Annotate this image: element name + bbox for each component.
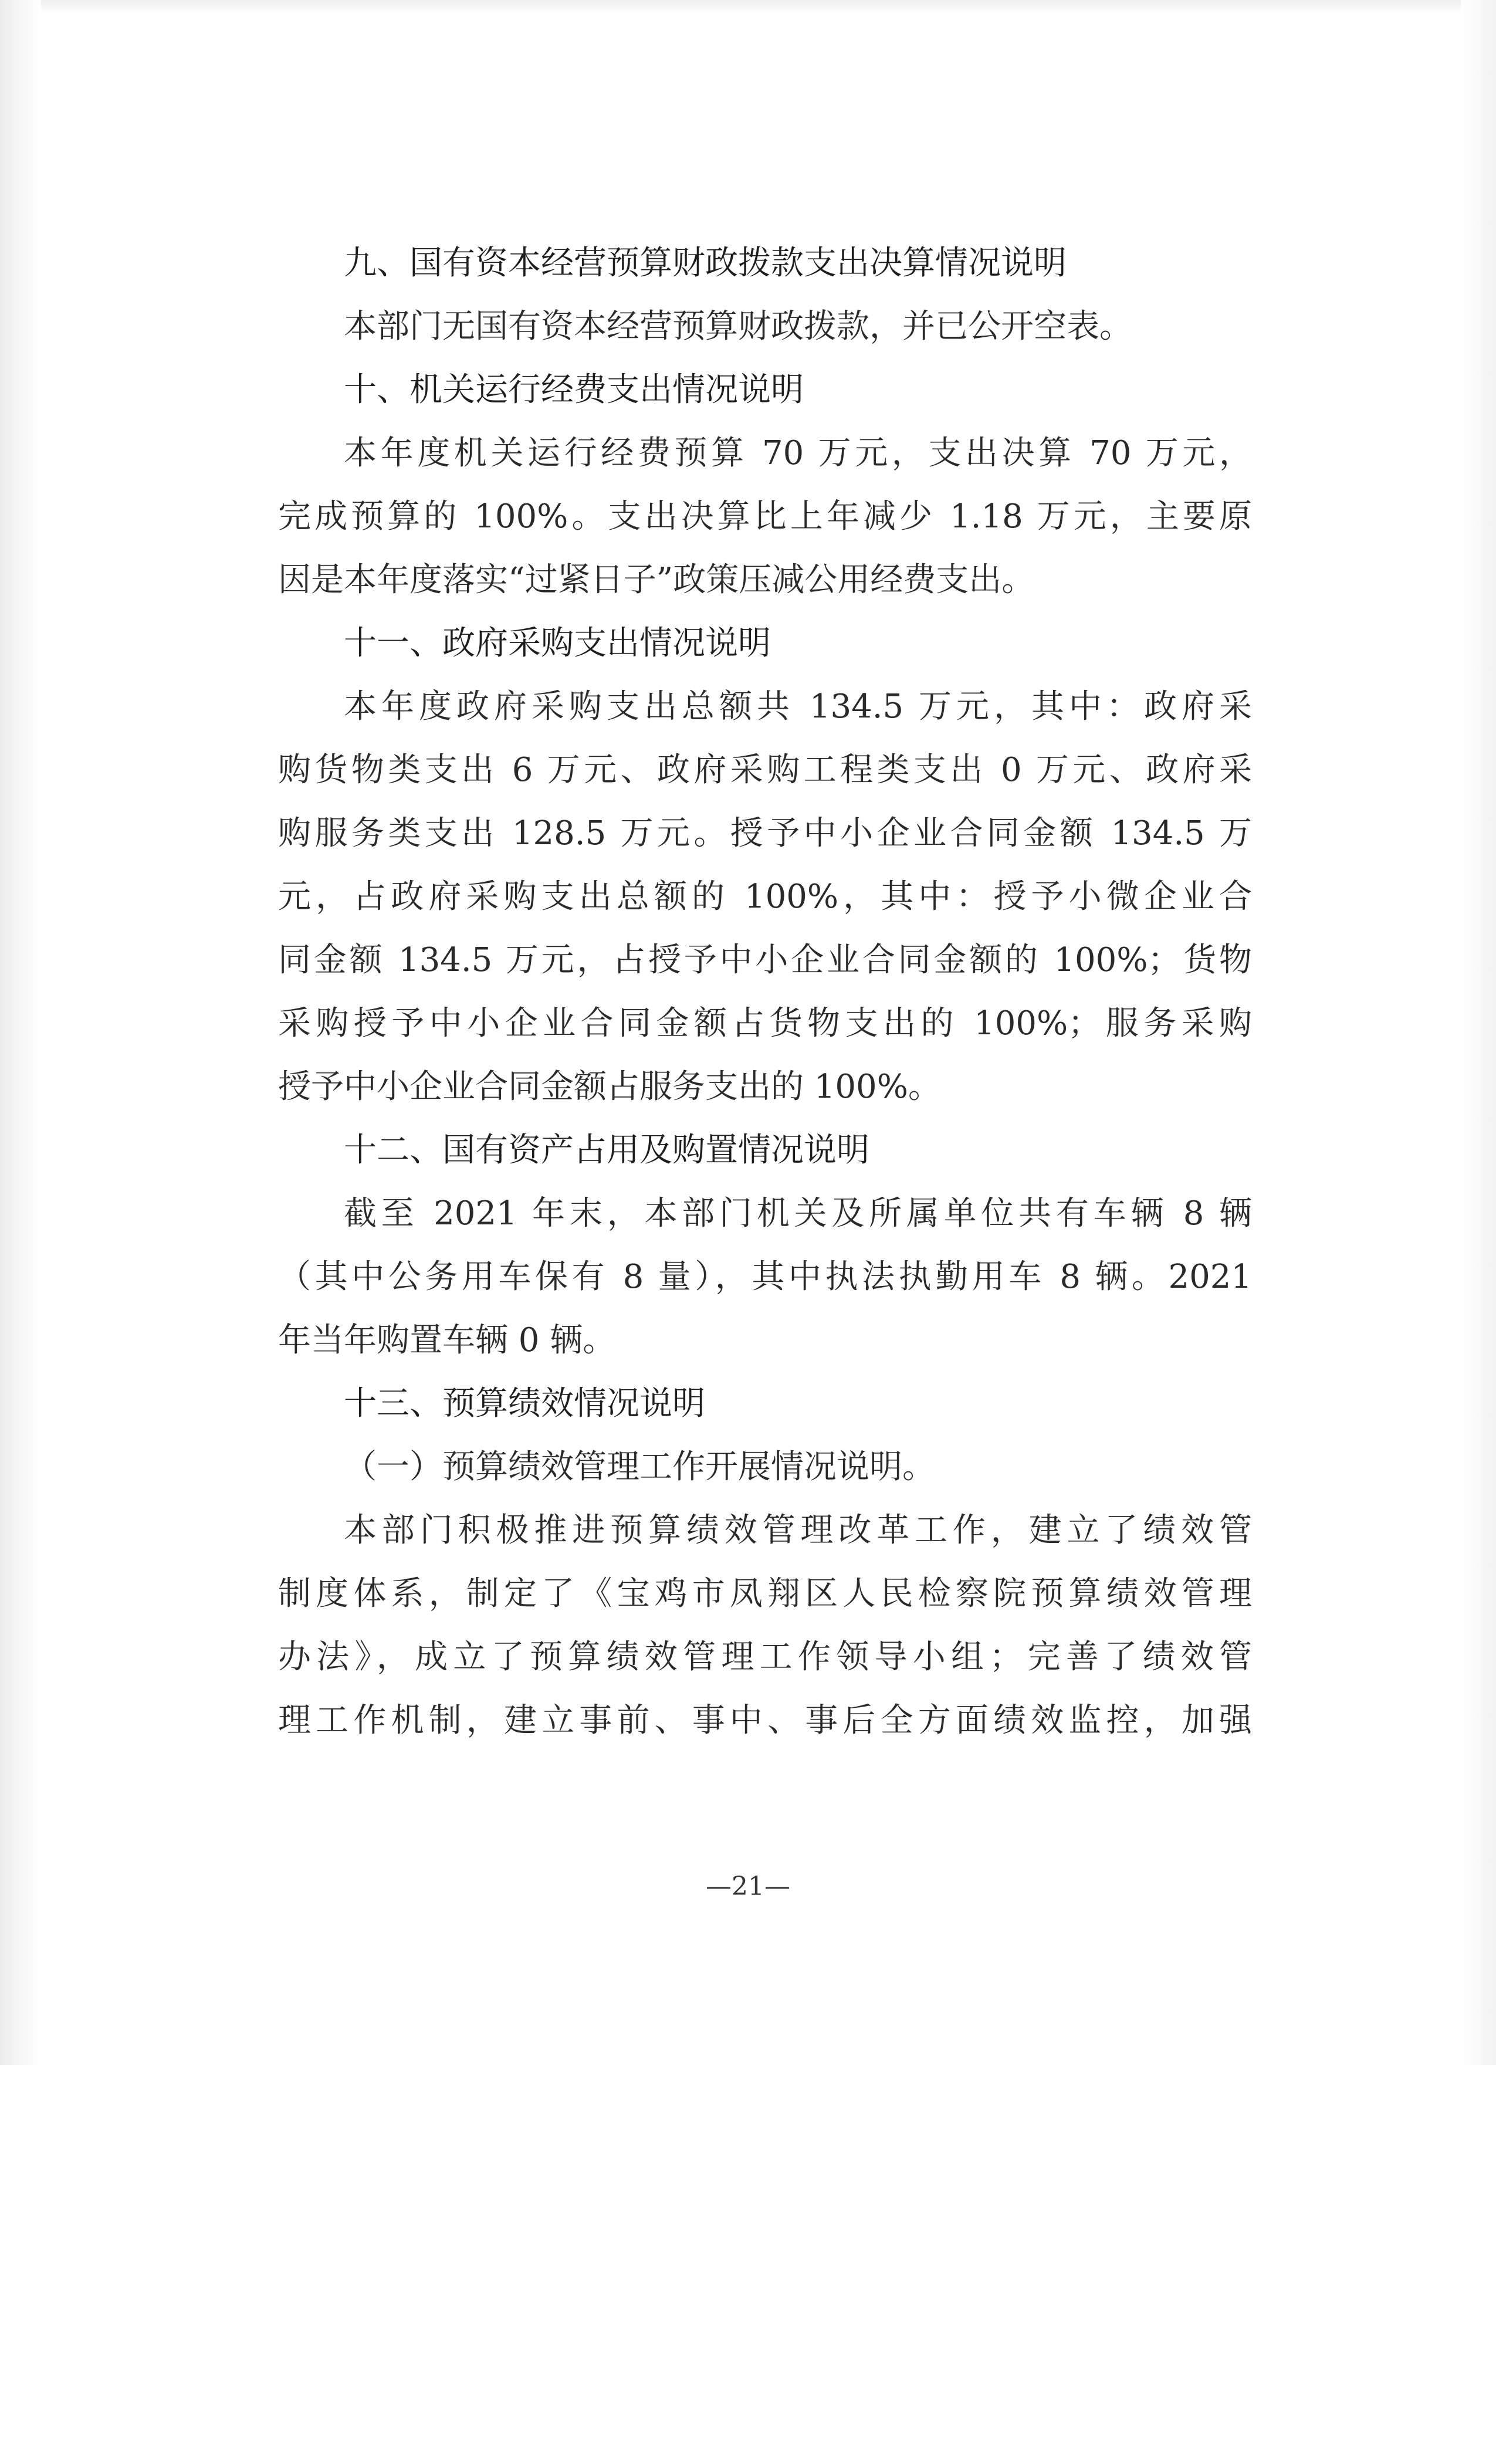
- section-9: [278, 232, 1252, 358]
- paragraph: [278, 422, 1252, 612]
- paragraph-line: 元，占政府采购支出总额的 100%，其中：授予小微企业合: [278, 878, 1252, 916]
- subheading-paragraph: [278, 1436, 1252, 1499]
- paragraph-line: 本部门积极推进预算绩效管理改革工作，建立了绩效管: [344, 1511, 1252, 1549]
- page-top-edge: [0, 0, 1496, 13]
- paragraph-line: 年当年购置车辆 0 辆。: [278, 1321, 616, 1359]
- page-left-edge: [0, 0, 41, 2065]
- paragraph-line: 采购授予中小企业合同金额占货物支出的 100%；服务采购: [278, 1004, 1252, 1043]
- paragraph-line: 制度体系，制定了《宝鸡市凤翔区人民检察院预算绩效管理: [278, 1575, 1252, 1613]
- blank-area: [0, 2065, 1496, 2464]
- section-heading: 十二、国有资产占用及购置情况说明: [344, 1131, 869, 1169]
- paragraph-line: 同金额 134.5 万元，占授予中小企业合同金额的 100%；货物: [278, 941, 1252, 979]
- document-body: [278, 232, 1252, 1752]
- section-heading: 十三、预算绩效情况说明: [344, 1385, 705, 1423]
- paragraph: [278, 295, 1252, 358]
- section-heading: 十一、政府采购支出情况说明: [344, 624, 771, 662]
- paragraph-line: 完成预算的 100%。支出决算比上年减少 1.18 万元，主要原: [278, 497, 1252, 536]
- paragraph-line: 办法》，成立了预算绩效管理工作领导小组；完善了绩效管: [278, 1638, 1252, 1676]
- paragraph-line: 购服务类支出 128.5 万元。授予中小企业合同金额 134.5 万: [278, 814, 1252, 852]
- paragraph-line: 截至 2021 年末，本部门机关及所属单位共有车辆 8 辆: [344, 1194, 1252, 1233]
- paragraph-line: 本部门无国有资本经营预算财政拨款，并已公开空表。: [344, 307, 1132, 346]
- section-12: [278, 1119, 1252, 1372]
- paragraph: [278, 1182, 1252, 1372]
- paragraph-line: （其中公务用车保有 8 量），其中执法执勤用车 8 辆。2021: [278, 1258, 1252, 1296]
- section-heading: 九、国有资本经营预算财政拨款支出决算情况说明: [344, 244, 1067, 282]
- paragraph-line: 购货物类支出 6 万元、政府采购工程类支出 0 万元、政府采: [278, 751, 1252, 789]
- section-10: [278, 358, 1252, 612]
- section-13: [278, 1372, 1252, 1752]
- section-heading: 十、机关运行经费支出情况说明: [344, 371, 804, 409]
- paragraph-line: （一）预算绩效管理工作开展情况说明。: [344, 1448, 935, 1486]
- paragraph-line: 理工作机制，建立事前、事中、事后全方面绩效监控，加强: [278, 1701, 1252, 1739]
- page-right-edge: [1461, 0, 1496, 2065]
- page-number: —21—: [706, 1871, 790, 1901]
- paragraph-line: 授予中小企业合同金额占服务支出的 100%。: [278, 1068, 941, 1106]
- paragraph-line: 本年度机关运行经费预算 70 万元，支出决算 70 万元，: [344, 434, 1252, 472]
- paragraph: [278, 1499, 1252, 1752]
- paragraph-line: 因是本年度落实“过紧日子”政策压减公用经费支出。: [278, 561, 1035, 599]
- paragraph: [278, 675, 1252, 1119]
- section-11: [278, 612, 1252, 1119]
- paragraph-line: 本年度政府采购支出总额共 134.5 万元，其中：政府采: [344, 688, 1252, 726]
